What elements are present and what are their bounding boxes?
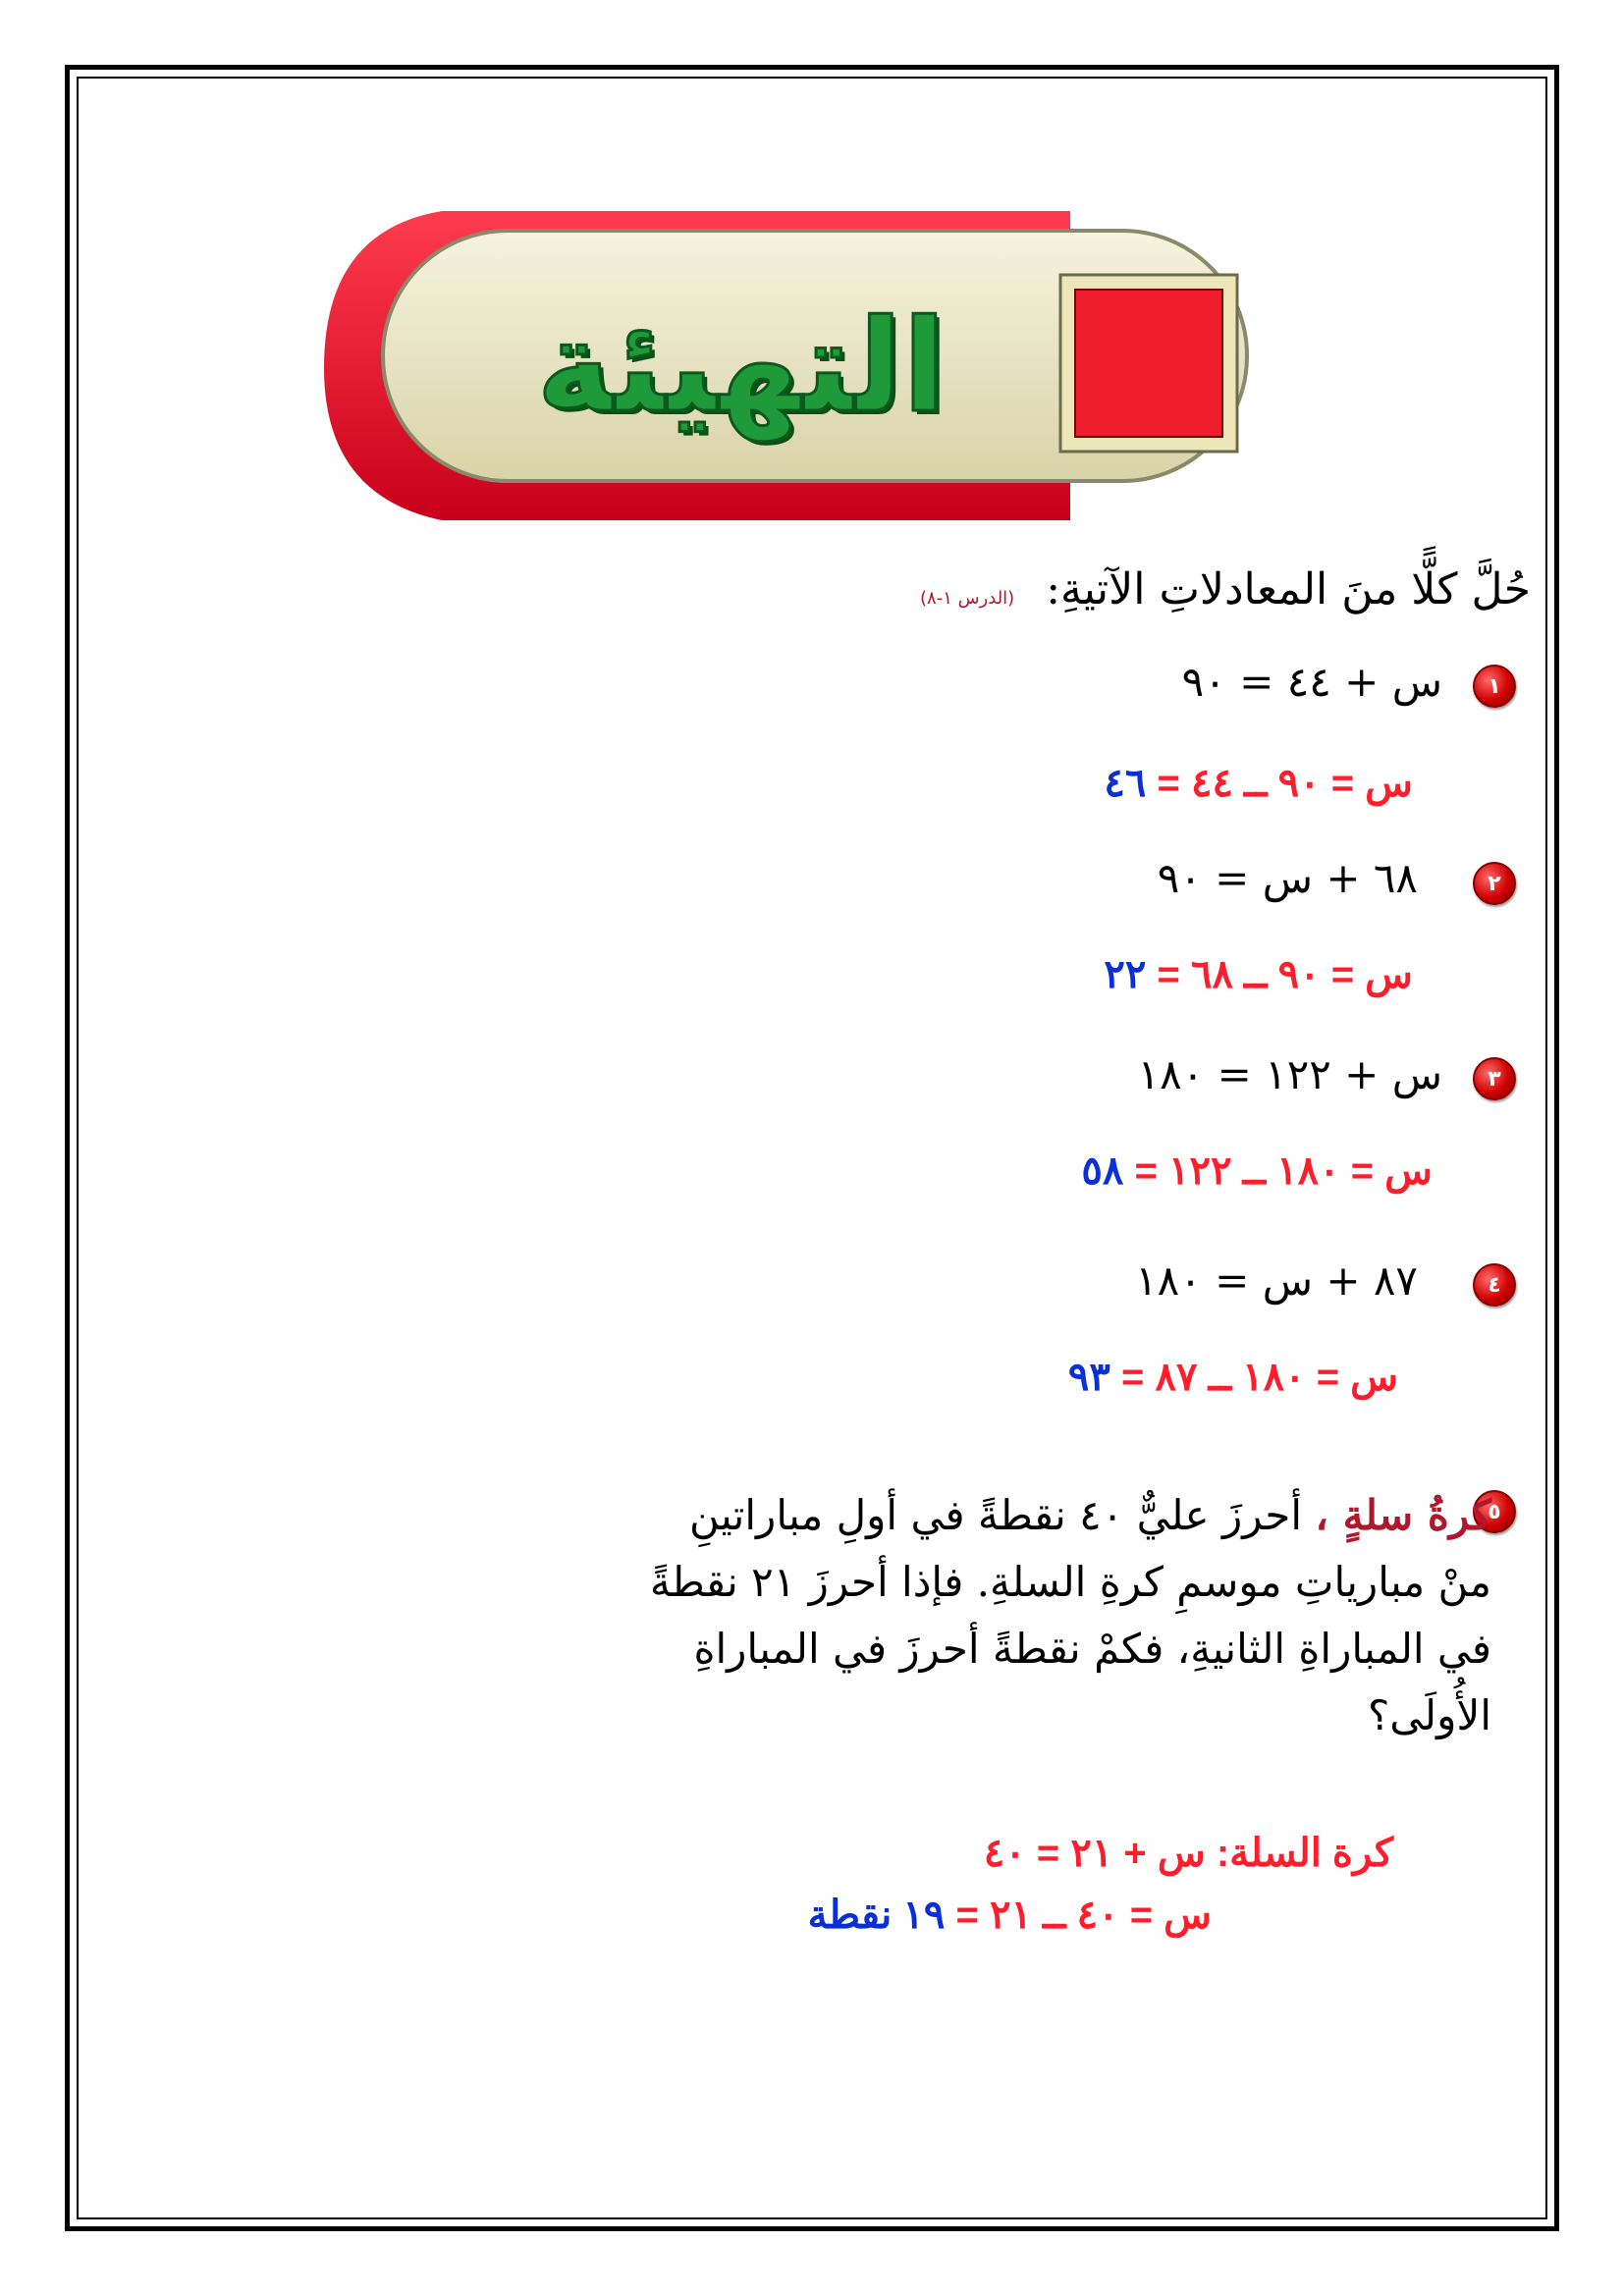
answer-result: ٩٣ bbox=[1067, 1356, 1110, 1399]
question-equation: س + ١٢٢ = ١٨٠ bbox=[1137, 1050, 1442, 1098]
answer-line bbox=[1068, 1355, 1398, 1400]
answer-work: س = ١٨٠ ــ ٨٧ = bbox=[1121, 1356, 1398, 1399]
question-equation: ٦٨ + س = ٩٠ bbox=[1157, 854, 1418, 902]
word-problem-topic: كرةُ سلةٍ ، bbox=[1315, 1491, 1491, 1539]
answer-setup-line: كرة السلة: س + ٢١ = ٤٠ bbox=[983, 1832, 1393, 1875]
question-number-badge: ١ bbox=[1473, 665, 1516, 708]
instruction-line bbox=[920, 564, 1531, 614]
answer-work: س = ٩٠ ــ ٦٨ = bbox=[1157, 953, 1413, 996]
question-number-badge: ٤ bbox=[1473, 1263, 1516, 1307]
banner-title: التهيئة bbox=[536, 292, 947, 441]
lesson-reference: (الدرس ١-٨) bbox=[919, 588, 1015, 609]
answer-result: ٢٢ bbox=[1104, 953, 1147, 996]
question-equation: س + ٤٤ = ٩٠ bbox=[1181, 658, 1442, 706]
answer-line bbox=[1081, 1148, 1433, 1194]
answer-work: س = ١٨٠ ــ ١٢٢ = bbox=[1134, 1149, 1433, 1193]
answer-result: ١٩ نقطة bbox=[807, 1894, 946, 1937]
answer-line bbox=[808, 1893, 1212, 1938]
answer-result: ٤٦ bbox=[1104, 762, 1147, 805]
answer-line bbox=[1104, 761, 1413, 806]
word-problem-text: أحرزَ عليٌّ ٤٠ نقطةً في أولِ مباراتينِ منْ مبارياتِ موسمِ كرةِ السلةِ. فإذا أحرزَ ٢١ نقطةً في المباراةِ الثانيةِ، فكمْ نقطةً أحرزَ في المباراةِ الأُولَى؟ bbox=[649, 1491, 1491, 1739]
instruction-text: حُلَّ كلًّا منَ المعادلاتِ الآتيةِ: bbox=[1046, 564, 1531, 614]
question-number-badge: ٥ bbox=[1473, 1490, 1516, 1533]
question-equation: ٨٧ + س = ١٨٠ bbox=[1135, 1256, 1418, 1305]
question-number-badge: ٢ bbox=[1473, 862, 1516, 905]
answer-result: ٥٨ bbox=[1081, 1149, 1124, 1193]
word-problem bbox=[647, 1482, 1491, 1749]
answer-line bbox=[1104, 952, 1413, 997]
answer-work: س = ٤٠ ــ ٢١ = bbox=[955, 1894, 1212, 1937]
answer-work: س = ٩٠ ــ ٤٤ = bbox=[1157, 762, 1413, 805]
question-number-badge: ٣ bbox=[1473, 1057, 1516, 1100]
